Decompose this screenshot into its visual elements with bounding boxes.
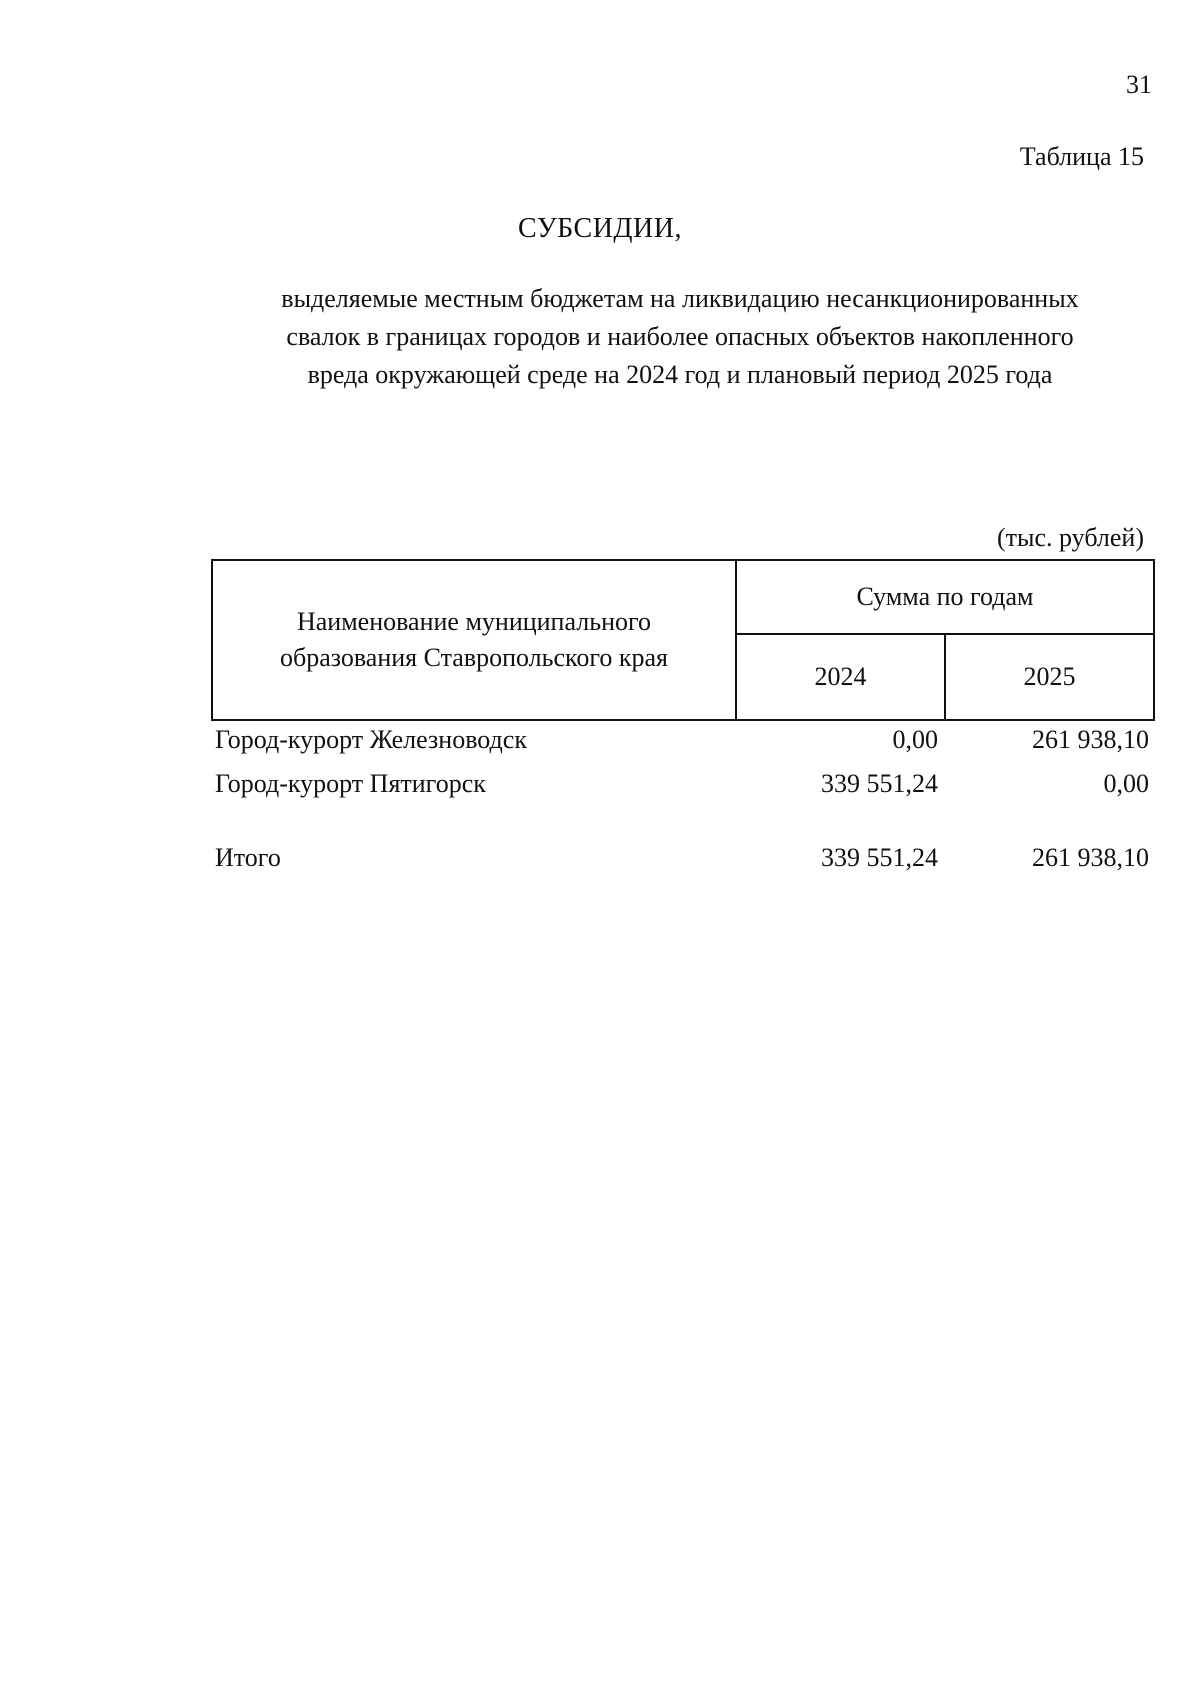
table-row [211, 762, 1155, 806]
table-body [211, 718, 1155, 880]
document-subtitle [240, 280, 1120, 394]
subtitle-line: вреда окружающей среде на 2024 год и плановый период 2025 года [307, 360, 1053, 389]
table-header [211, 559, 1155, 721]
subtitle-line: свалок в границах городов и наиболее опасных объектов накопленного [286, 322, 1074, 351]
units-label: (тыс. рублей) [996, 523, 1144, 552]
total-2025: 261 938,10 [1032, 843, 1149, 872]
year-header-2025: 2025 [945, 634, 1154, 720]
sum-by-years-header: Сумма по годам [736, 560, 1154, 634]
value-2024: 339 551,24 [821, 769, 938, 798]
page-number: 31 [1126, 70, 1152, 99]
value-2025: 0,00 [1103, 769, 1149, 798]
value-2025: 261 938,10 [1032, 725, 1149, 754]
year-header-2024: 2024 [736, 634, 945, 720]
municipality-name: Город-курорт Железноводск [215, 725, 527, 754]
value-2024: 0,00 [892, 725, 938, 754]
name-column-header-line: образования Ставропольского края [279, 643, 669, 672]
municipality-name: Город-курорт Пятигорск [215, 769, 486, 798]
subtitle-line: выделяемые местным бюджетам на ликвидацию несанкционированных [281, 284, 1079, 313]
table-row [211, 718, 1155, 762]
name-column-header-line: Наименование муниципального [296, 607, 652, 636]
table-label: Таблица 15 [1019, 142, 1144, 171]
document-title: СУБСИДИИ, [518, 213, 682, 244]
total-row [211, 836, 1155, 880]
total-2024: 339 551,24 [821, 843, 938, 872]
total-label: Итого [215, 843, 281, 872]
name-column-header [212, 560, 736, 720]
